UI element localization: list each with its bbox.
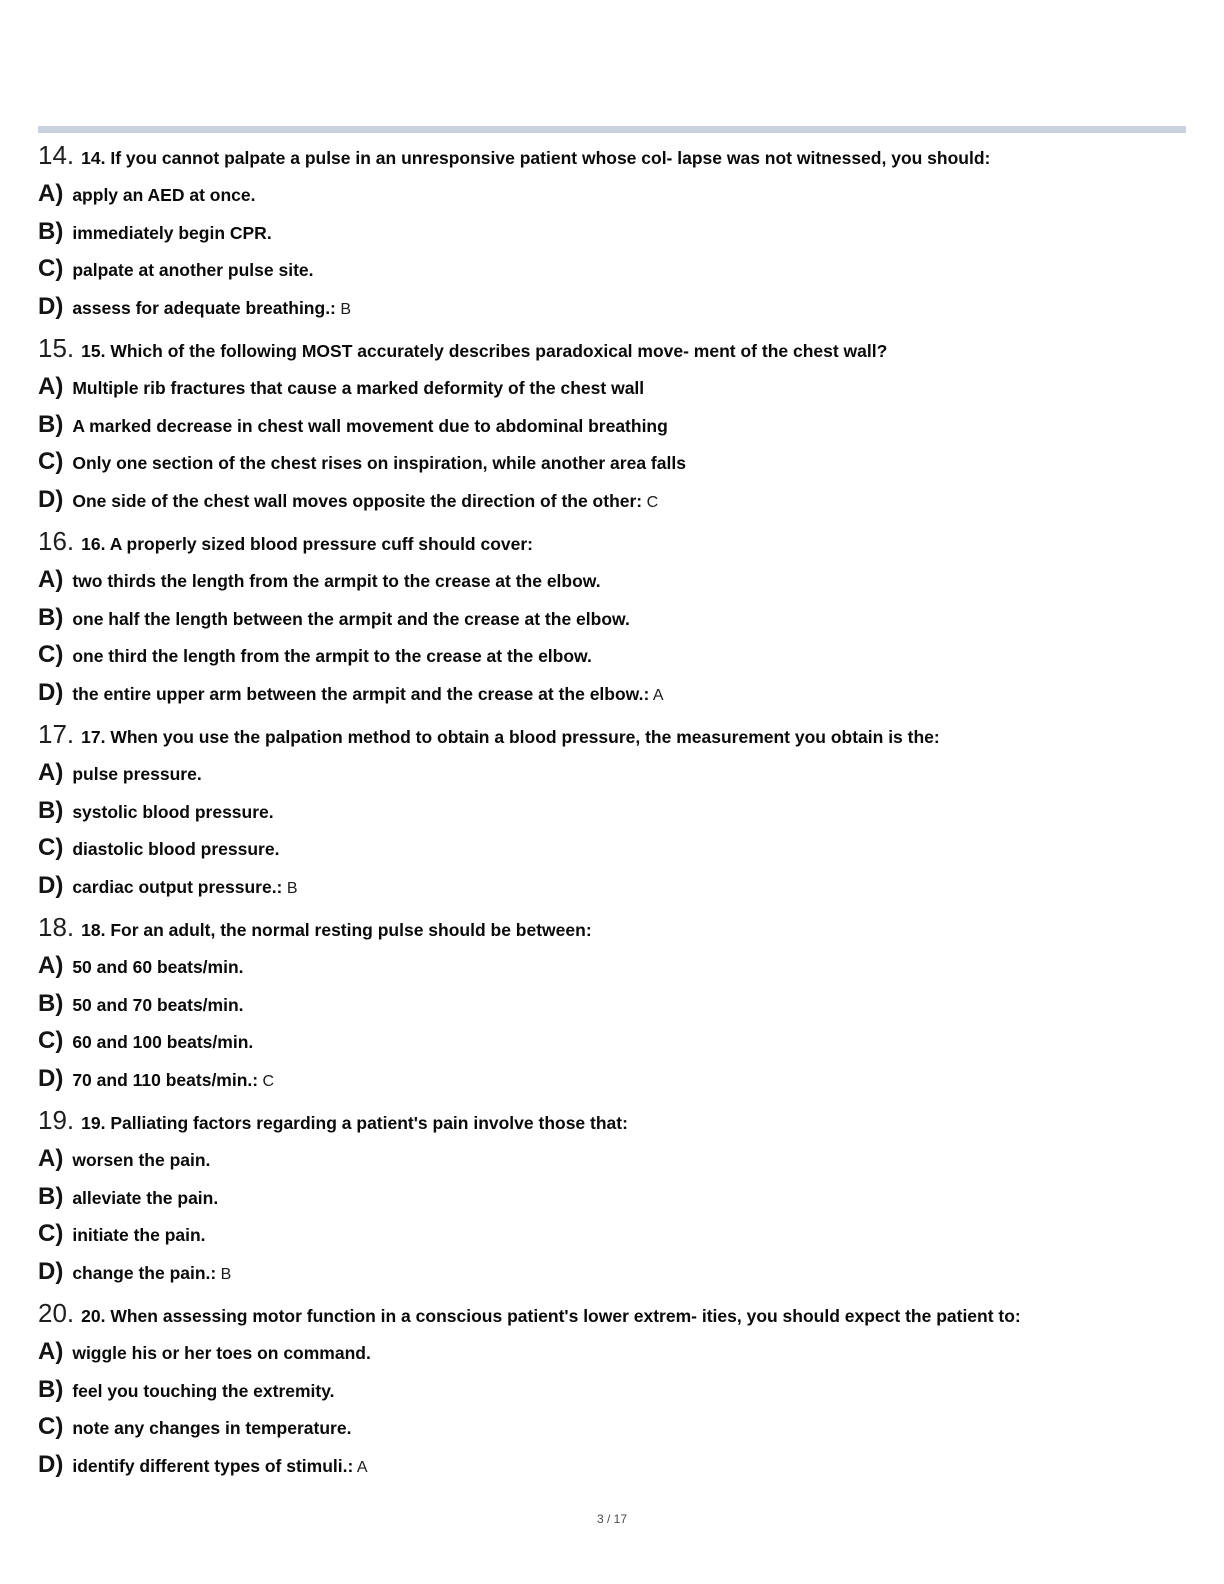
option-row xyxy=(38,563,1186,601)
option-row xyxy=(38,1062,1186,1100)
page-number: 3 / 17 xyxy=(596,1512,628,1526)
option-row xyxy=(38,1024,1186,1062)
option-text: diastolic blood pressure. xyxy=(72,839,280,859)
option-letter: A) xyxy=(38,373,64,400)
option-letter: C) xyxy=(38,1220,64,1247)
option-text: note any changes in temperature. xyxy=(72,1418,352,1438)
question-text: 17. When you use the palpation method to obtain a blood pressure, the measurement you obtain is the: xyxy=(81,727,940,747)
option-letter: D) xyxy=(38,485,64,513)
option-row xyxy=(38,1373,1186,1411)
question-title xyxy=(38,1106,1186,1139)
option-text: cardiac output pressure.: xyxy=(72,876,283,897)
option-row xyxy=(38,987,1186,1025)
question-title xyxy=(38,141,1186,174)
option-text: wiggle his or her toes on command. xyxy=(72,1343,371,1363)
option-letter: A) xyxy=(38,1145,64,1172)
option-text: A marked decrease in chest wall movement due to abdominal breathing xyxy=(72,415,668,436)
option-letter: A) xyxy=(38,566,64,593)
option-text: apply an AED at once. xyxy=(72,185,256,205)
question-number: 19. xyxy=(38,1105,75,1135)
option-letter: D) xyxy=(38,678,64,706)
option-answer: B xyxy=(335,300,352,318)
question-title xyxy=(38,720,1186,753)
option-text: 60 and 100 beats/min. xyxy=(72,1032,254,1052)
question-block-20 xyxy=(38,1299,1186,1485)
question-text: 19. Palliating factors regarding a patient's pain involve those that: xyxy=(81,1113,628,1133)
question-block-15 xyxy=(38,334,1186,520)
option-letter: D) xyxy=(38,1450,64,1478)
question-block-18 xyxy=(38,913,1186,1099)
option-row xyxy=(38,215,1186,253)
top-divider xyxy=(38,126,1186,133)
question-text: 15. Which of the following MOST accurately describes paradoxical move- ment of the chest wall? xyxy=(81,341,888,361)
option-text: alleviate the pain. xyxy=(72,1187,219,1208)
option-row xyxy=(38,1448,1186,1486)
option-row xyxy=(38,676,1186,714)
question-block-17 xyxy=(38,720,1186,906)
option-letter: C) xyxy=(38,1413,64,1440)
option-row xyxy=(38,869,1186,907)
question-number: 18. xyxy=(38,912,75,942)
option-row xyxy=(38,1142,1186,1180)
question-text: 16. A properly sized blood pressure cuff should cover: xyxy=(81,534,534,554)
option-text: Multiple rib fractures that cause a marked deformity of the chest wall xyxy=(72,378,645,398)
question-title xyxy=(38,527,1186,560)
option-row xyxy=(38,601,1186,639)
option-text: 50 and 60 beats/min. xyxy=(72,957,244,977)
question-number: 16. xyxy=(38,526,75,556)
option-row xyxy=(38,1255,1186,1293)
option-letter: D) xyxy=(38,1257,64,1285)
question-block-16 xyxy=(38,527,1186,713)
option-text: two thirds the length from the armpit to the crease at the elbow. xyxy=(72,571,601,591)
question-text: 20. When assessing motor function in a conscious patient's lower extrem- ities, you should expect the patient to: xyxy=(81,1306,1021,1326)
question-title xyxy=(38,913,1186,946)
question-number: 14. xyxy=(38,140,75,170)
option-text: 50 and 70 beats/min. xyxy=(72,994,244,1015)
option-answer: C xyxy=(258,1072,275,1090)
option-letter: B) xyxy=(38,603,64,631)
option-row xyxy=(38,1410,1186,1448)
question-number: 15. xyxy=(38,333,75,363)
option-row xyxy=(38,408,1186,446)
option-letter: A) xyxy=(38,759,64,786)
question-text: 14. If you cannot palpate a pulse in an unresponsive patient whose col- lapse was not witnessed, you should: xyxy=(81,148,991,168)
option-text: one third the length from the armpit to the crease at the elbow. xyxy=(72,646,592,666)
question-block-14 xyxy=(38,141,1186,327)
option-row xyxy=(38,831,1186,869)
option-answer: B xyxy=(216,1265,232,1283)
option-letter: D) xyxy=(38,1064,64,1092)
option-text: change the pain.: xyxy=(72,1262,217,1283)
option-text: immediately begin CPR. xyxy=(72,222,272,243)
option-answer: C xyxy=(642,493,659,511)
option-letter: C) xyxy=(38,1027,64,1054)
question-number: 17. xyxy=(38,719,75,749)
option-text: identify different types of stimuli.: xyxy=(72,1455,354,1476)
option-text: Only one section of the chest rises on inspiration, while another area falls xyxy=(72,453,686,473)
option-row xyxy=(38,1217,1186,1255)
question-number: 20. xyxy=(38,1298,75,1328)
option-row xyxy=(38,756,1186,794)
option-letter: B) xyxy=(38,410,64,438)
option-row xyxy=(38,794,1186,832)
option-row xyxy=(38,1335,1186,1373)
option-text: 70 and 110 beats/min.: xyxy=(72,1069,259,1090)
option-answer: A xyxy=(353,1458,368,1476)
option-letter: B) xyxy=(38,989,64,1017)
question-block-19 xyxy=(38,1106,1186,1292)
option-letter: A) xyxy=(38,1338,64,1365)
option-answer: A xyxy=(649,686,664,704)
option-row xyxy=(38,483,1186,521)
option-row xyxy=(38,1180,1186,1218)
option-row xyxy=(38,949,1186,987)
option-row xyxy=(38,370,1186,408)
option-letter: B) xyxy=(38,1375,64,1403)
option-text: worsen the pain. xyxy=(72,1150,211,1170)
option-text: one half the length between the armpit and the crease at the elbow. xyxy=(72,608,630,629)
option-letter: B) xyxy=(38,1182,64,1210)
option-letter: D) xyxy=(38,871,64,899)
option-row xyxy=(38,290,1186,328)
option-letter: C) xyxy=(38,834,64,861)
option-text: One side of the chest wall moves opposite the direction of the other: xyxy=(72,490,643,511)
option-row xyxy=(38,252,1186,290)
option-letter: C) xyxy=(38,255,64,282)
option-letter: A) xyxy=(38,180,64,207)
option-letter: A) xyxy=(38,952,64,979)
option-letter: B) xyxy=(38,217,64,245)
option-letter: C) xyxy=(38,641,64,668)
option-letter: D) xyxy=(38,292,64,320)
question-text: 18. For an adult, the normal resting pulse should be between: xyxy=(81,920,592,940)
option-row xyxy=(38,445,1186,483)
option-text: assess for adequate breathing.: xyxy=(72,297,336,318)
option-text: initiate the pain. xyxy=(72,1225,206,1245)
option-letter: B) xyxy=(38,796,64,824)
option-text: feel you touching the extremity. xyxy=(72,1380,335,1401)
option-answer: B xyxy=(282,879,298,897)
option-text: palpate at another pulse site. xyxy=(72,260,314,280)
option-text: the entire upper arm between the armpit and the crease at the elbow.: xyxy=(72,683,650,704)
question-title xyxy=(38,1299,1186,1332)
option-row xyxy=(38,638,1186,676)
option-text: pulse pressure. xyxy=(72,764,202,784)
question-title xyxy=(38,334,1186,367)
option-letter: C) xyxy=(38,448,64,475)
option-text: systolic blood pressure. xyxy=(72,801,274,822)
option-row xyxy=(38,177,1186,215)
